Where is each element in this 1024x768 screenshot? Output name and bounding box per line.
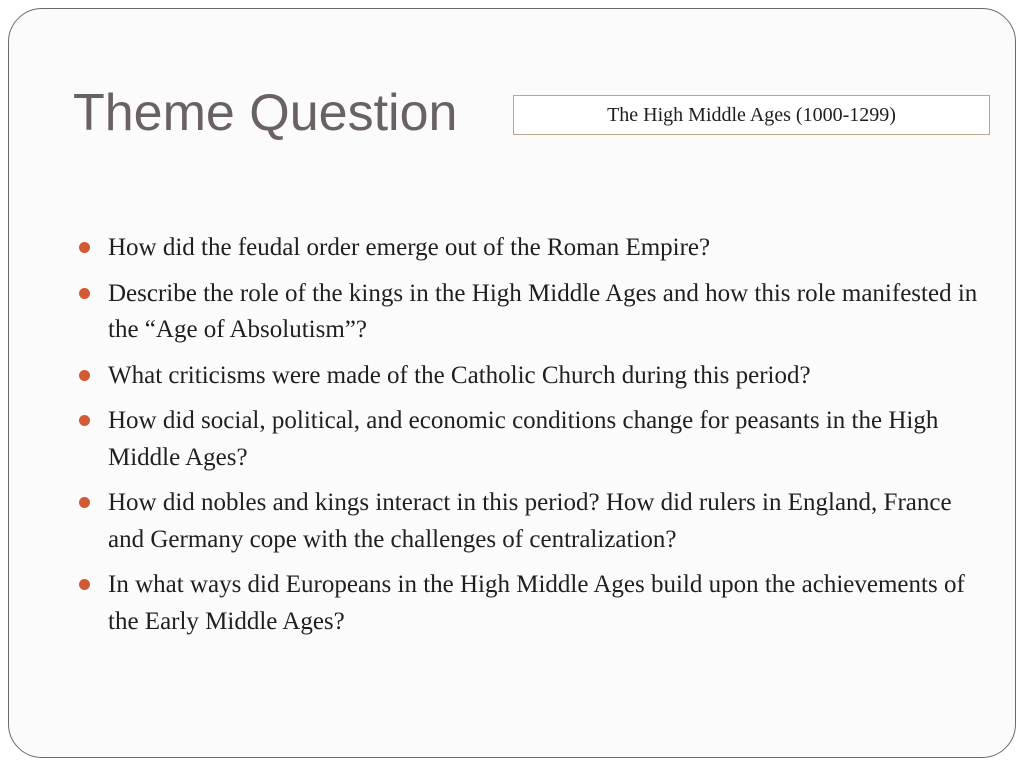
bullet-dot-icon [79, 370, 90, 381]
slide-title: Theme Question [73, 84, 458, 142]
list-item [78, 358, 988, 395]
bullet-list [78, 230, 988, 649]
bullet-dot-icon [79, 415, 90, 426]
bullet-dot-icon [79, 497, 90, 508]
list-item [78, 230, 988, 267]
bullet-text: How did social, political, and economic conditions change for peasants in the High Middle Ages? [108, 407, 939, 471]
list-item [78, 567, 988, 640]
bullet-dot-icon [79, 579, 90, 590]
list-item [78, 403, 988, 476]
bullet-dot-icon [79, 288, 90, 299]
bullet-text: In what ways did Europeans in the High Middle Ages build upon the achievements of the Early Middle Ages? [108, 571, 965, 635]
bullet-text: How did the feudal order emerge out of the Roman Empire? [108, 234, 711, 261]
bullet-dot-icon [79, 242, 90, 253]
bullet-text: Describe the role of the kings in the High Middle Ages and how this role manifested in the “Age of Absolutism”? [108, 279, 978, 343]
subtitle-box: The High Middle Ages (1000-1299) [513, 95, 990, 135]
bullet-text: What criticisms were made of the Catholic Church during this period? [108, 361, 811, 389]
list-item [78, 276, 988, 349]
list-item [78, 485, 988, 558]
bullet-text: How did nobles and kings interact in this period? How did rulers in England, France and Germany cope with the challenges of centralization? [108, 489, 952, 553]
